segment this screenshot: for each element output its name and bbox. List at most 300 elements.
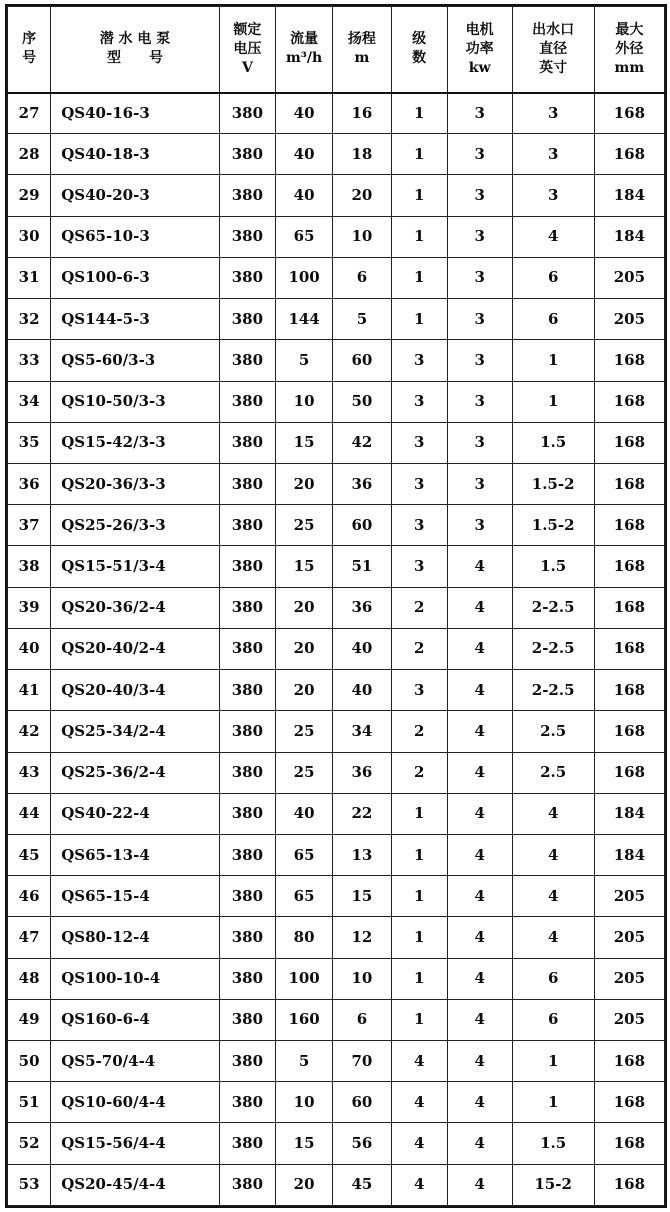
cell-outlet: 2-2.5 <box>512 628 594 669</box>
pump-spec-sheet <box>5 4 667 1208</box>
cell-stages: 2 <box>391 628 447 669</box>
cell-outlet: 4 <box>512 876 594 917</box>
table-row <box>8 505 665 546</box>
header-index <box>8 7 51 93</box>
cell-power: 3 <box>447 381 512 422</box>
header-flow <box>275 7 332 93</box>
header-diameter-line: 外径 <box>615 40 644 57</box>
cell-model: QS100-6-3 <box>51 257 220 298</box>
cell-model: QS5-60/3-3 <box>51 340 220 381</box>
cell-flow: 25 <box>275 752 332 793</box>
header-index-line: 号 <box>22 50 37 67</box>
cell-index: 51 <box>8 1082 51 1123</box>
cell-head: 45 <box>333 1164 391 1205</box>
table-row <box>8 587 665 628</box>
table-row <box>8 1082 665 1123</box>
cell-diameter: 168 <box>594 134 664 175</box>
header-voltage-line: V <box>241 59 253 76</box>
cell-index: 47 <box>8 917 51 958</box>
cell-model: QS160-6-4 <box>51 999 220 1040</box>
cell-index: 34 <box>8 381 51 422</box>
cell-model: QS40-22-4 <box>51 793 220 834</box>
cell-voltage: 380 <box>219 1041 275 1082</box>
cell-diameter: 168 <box>594 340 664 381</box>
cell-power: 4 <box>447 958 512 999</box>
cell-index: 36 <box>8 463 51 504</box>
cell-stages: 3 <box>391 546 447 587</box>
header-flow-line: m³/h <box>285 50 323 67</box>
cell-power: 3 <box>447 134 512 175</box>
cell-stages: 4 <box>391 1041 447 1082</box>
cell-flow: 40 <box>275 793 332 834</box>
header-power-line: 功率 <box>465 40 494 57</box>
table-row <box>8 340 665 381</box>
cell-power: 4 <box>447 793 512 834</box>
cell-voltage: 380 <box>219 670 275 711</box>
cell-model: QS20-40/2-4 <box>51 628 220 669</box>
cell-power: 3 <box>447 299 512 340</box>
cell-flow: 65 <box>275 834 332 875</box>
cell-diameter: 184 <box>594 834 664 875</box>
header-power-line: kw <box>468 59 491 76</box>
cell-stages: 3 <box>391 463 447 504</box>
header-power <box>447 7 512 93</box>
cell-stages: 1 <box>391 175 447 216</box>
header-outlet-line: 直径 <box>539 40 568 57</box>
table-row <box>8 257 665 298</box>
table-row <box>8 834 665 875</box>
table-row <box>8 546 665 587</box>
cell-power: 4 <box>447 587 512 628</box>
cell-outlet: 4 <box>512 793 594 834</box>
cell-head: 13 <box>333 834 391 875</box>
cell-diameter: 205 <box>594 257 664 298</box>
cell-outlet: 2-2.5 <box>512 587 594 628</box>
cell-head: 16 <box>333 93 391 134</box>
cell-flow: 20 <box>275 463 332 504</box>
cell-head: 70 <box>333 1041 391 1082</box>
cell-stages: 1 <box>391 876 447 917</box>
header-voltage-line: 额定 <box>233 21 262 38</box>
table-row <box>8 999 665 1040</box>
header-head-line: 扬程 <box>347 31 376 48</box>
cell-power: 3 <box>447 505 512 546</box>
cell-diameter: 168 <box>594 1123 664 1164</box>
header-outlet <box>512 7 594 93</box>
cell-power: 4 <box>447 628 512 669</box>
header-voltage <box>219 7 275 93</box>
cell-index: 40 <box>8 628 51 669</box>
cell-head: 10 <box>333 958 391 999</box>
header-flow-line: 流量 <box>290 31 319 48</box>
cell-diameter: 168 <box>594 1041 664 1082</box>
cell-diameter: 168 <box>594 463 664 504</box>
cell-diameter: 168 <box>594 1164 664 1205</box>
cell-outlet: 15-2 <box>512 1164 594 1205</box>
cell-index: 33 <box>8 340 51 381</box>
cell-stages: 3 <box>391 422 447 463</box>
cell-voltage: 380 <box>219 876 275 917</box>
cell-index: 35 <box>8 422 51 463</box>
cell-flow: 25 <box>275 505 332 546</box>
header-outlet-line: 出水口 <box>532 21 575 38</box>
table-row <box>8 958 665 999</box>
cell-index: 32 <box>8 299 51 340</box>
table-row <box>8 1164 665 1205</box>
cell-outlet: 6 <box>512 958 594 999</box>
cell-stages: 1 <box>391 958 447 999</box>
cell-power: 4 <box>447 1041 512 1082</box>
cell-index: 27 <box>8 93 51 134</box>
cell-outlet: 2.5 <box>512 752 594 793</box>
table-row <box>8 917 665 958</box>
cell-stages: 2 <box>391 587 447 628</box>
cell-flow: 20 <box>275 670 332 711</box>
cell-power: 4 <box>447 834 512 875</box>
cell-stages: 4 <box>391 1082 447 1123</box>
cell-outlet: 6 <box>512 257 594 298</box>
cell-stages: 2 <box>391 711 447 752</box>
cell-outlet: 4 <box>512 834 594 875</box>
cell-outlet: 1.5 <box>512 422 594 463</box>
cell-outlet: 4 <box>512 917 594 958</box>
cell-diameter: 168 <box>594 711 664 752</box>
cell-diameter: 205 <box>594 999 664 1040</box>
table-row <box>8 422 665 463</box>
cell-model: QS40-20-3 <box>51 175 220 216</box>
cell-index: 50 <box>8 1041 51 1082</box>
cell-voltage: 380 <box>219 1164 275 1205</box>
cell-head: 36 <box>333 752 391 793</box>
cell-diameter: 205 <box>594 876 664 917</box>
cell-voltage: 380 <box>219 216 275 257</box>
header-model <box>51 7 220 93</box>
cell-voltage: 380 <box>219 463 275 504</box>
cell-diameter: 168 <box>594 587 664 628</box>
cell-index: 30 <box>8 216 51 257</box>
cell-head: 50 <box>333 381 391 422</box>
cell-index: 39 <box>8 587 51 628</box>
table-row <box>8 876 665 917</box>
cell-flow: 20 <box>275 628 332 669</box>
cell-outlet: 1 <box>512 1082 594 1123</box>
table-header <box>8 7 665 93</box>
cell-stages: 4 <box>391 1164 447 1205</box>
cell-voltage: 380 <box>219 257 275 298</box>
cell-voltage: 380 <box>219 793 275 834</box>
cell-head: 6 <box>333 257 391 298</box>
header-stages-line: 级 <box>412 31 427 48</box>
cell-outlet: 3 <box>512 134 594 175</box>
cell-index: 31 <box>8 257 51 298</box>
header-diameter <box>594 7 664 93</box>
header-outlet-line: 英寸 <box>539 59 568 76</box>
cell-diameter: 168 <box>594 1082 664 1123</box>
cell-outlet: 1.5 <box>512 546 594 587</box>
cell-flow: 15 <box>275 422 332 463</box>
cell-diameter: 205 <box>594 958 664 999</box>
cell-head: 10 <box>333 216 391 257</box>
cell-power: 3 <box>447 93 512 134</box>
table-row <box>8 216 665 257</box>
cell-flow: 5 <box>275 340 332 381</box>
cell-voltage: 380 <box>219 175 275 216</box>
cell-outlet: 1.5 <box>512 1123 594 1164</box>
cell-outlet: 6 <box>512 999 594 1040</box>
cell-outlet: 2-2.5 <box>512 670 594 711</box>
cell-power: 3 <box>447 422 512 463</box>
cell-voltage: 380 <box>219 917 275 958</box>
cell-model: QS20-40/3-4 <box>51 670 220 711</box>
cell-diameter: 205 <box>594 917 664 958</box>
header-head <box>333 7 391 93</box>
cell-outlet: 1.5-2 <box>512 463 594 504</box>
cell-diameter: 168 <box>594 422 664 463</box>
cell-head: 42 <box>333 422 391 463</box>
cell-outlet: 2.5 <box>512 711 594 752</box>
cell-stages: 1 <box>391 917 447 958</box>
cell-flow: 65 <box>275 216 332 257</box>
cell-flow: 80 <box>275 917 332 958</box>
cell-power: 3 <box>447 257 512 298</box>
cell-stages: 2 <box>391 752 447 793</box>
table-row <box>8 793 665 834</box>
table-body <box>8 93 665 1206</box>
cell-stages: 1 <box>391 257 447 298</box>
cell-diameter: 205 <box>594 299 664 340</box>
cell-model: QS20-36/3-3 <box>51 463 220 504</box>
cell-outlet: 3 <box>512 93 594 134</box>
cell-power: 4 <box>447 670 512 711</box>
cell-model: QS25-26/3-3 <box>51 505 220 546</box>
cell-voltage: 380 <box>219 711 275 752</box>
cell-head: 34 <box>333 711 391 752</box>
table-row <box>8 628 665 669</box>
cell-outlet: 1.5-2 <box>512 505 594 546</box>
cell-voltage: 380 <box>219 93 275 134</box>
cell-head: 20 <box>333 175 391 216</box>
cell-voltage: 380 <box>219 340 275 381</box>
cell-stages: 3 <box>391 505 447 546</box>
cell-head: 36 <box>333 463 391 504</box>
cell-voltage: 380 <box>219 134 275 175</box>
cell-flow: 10 <box>275 1082 332 1123</box>
cell-outlet: 1 <box>512 381 594 422</box>
cell-power: 4 <box>447 917 512 958</box>
cell-model: QS10-50/3-3 <box>51 381 220 422</box>
header-row <box>8 7 665 93</box>
pump-spec-table <box>7 6 665 1206</box>
cell-model: QS65-13-4 <box>51 834 220 875</box>
cell-index: 37 <box>8 505 51 546</box>
table-row <box>8 1123 665 1164</box>
cell-voltage: 380 <box>219 999 275 1040</box>
cell-outlet: 1 <box>512 340 594 381</box>
cell-index: 38 <box>8 546 51 587</box>
cell-outlet: 6 <box>512 299 594 340</box>
cell-stages: 1 <box>391 299 447 340</box>
cell-stages: 1 <box>391 134 447 175</box>
cell-diameter: 168 <box>594 628 664 669</box>
cell-power: 3 <box>447 463 512 504</box>
cell-index: 42 <box>8 711 51 752</box>
cell-flow: 20 <box>275 587 332 628</box>
cell-model: QS15-42/3-3 <box>51 422 220 463</box>
table-row <box>8 93 665 134</box>
cell-flow: 100 <box>275 257 332 298</box>
cell-model: QS15-51/3-4 <box>51 546 220 587</box>
cell-model: QS40-18-3 <box>51 134 220 175</box>
cell-index: 41 <box>8 670 51 711</box>
cell-index: 46 <box>8 876 51 917</box>
table-row <box>8 299 665 340</box>
cell-stages: 3 <box>391 381 447 422</box>
table-row <box>8 1041 665 1082</box>
cell-power: 3 <box>447 216 512 257</box>
table-row <box>8 711 665 752</box>
cell-voltage: 380 <box>219 505 275 546</box>
header-index-line: 序 <box>22 31 37 48</box>
cell-index: 45 <box>8 834 51 875</box>
cell-flow: 10 <box>275 381 332 422</box>
cell-head: 60 <box>333 340 391 381</box>
cell-voltage: 380 <box>219 958 275 999</box>
cell-diameter: 168 <box>594 93 664 134</box>
cell-voltage: 380 <box>219 628 275 669</box>
cell-head: 40 <box>333 670 391 711</box>
table-row <box>8 175 665 216</box>
cell-flow: 160 <box>275 999 332 1040</box>
cell-model: QS20-36/2-4 <box>51 587 220 628</box>
cell-head: 40 <box>333 628 391 669</box>
header-diameter-line: 最大 <box>615 21 644 38</box>
cell-voltage: 380 <box>219 422 275 463</box>
cell-model: QS65-15-4 <box>51 876 220 917</box>
cell-model: QS15-56/4-4 <box>51 1123 220 1164</box>
cell-stages: 1 <box>391 999 447 1040</box>
cell-flow: 15 <box>275 546 332 587</box>
header-stages <box>391 7 447 93</box>
cell-flow: 144 <box>275 299 332 340</box>
cell-model: QS20-45/4-4 <box>51 1164 220 1205</box>
cell-diameter: 168 <box>594 670 664 711</box>
cell-voltage: 380 <box>219 299 275 340</box>
cell-stages: 3 <box>391 340 447 381</box>
cell-index: 44 <box>8 793 51 834</box>
cell-diameter: 168 <box>594 752 664 793</box>
cell-head: 5 <box>333 299 391 340</box>
cell-head: 18 <box>333 134 391 175</box>
cell-outlet: 1 <box>512 1041 594 1082</box>
cell-head: 56 <box>333 1123 391 1164</box>
cell-head: 22 <box>333 793 391 834</box>
header-power-line: 电机 <box>465 21 494 38</box>
table-row <box>8 463 665 504</box>
cell-flow: 40 <box>275 134 332 175</box>
cell-index: 28 <box>8 134 51 175</box>
cell-power: 4 <box>447 999 512 1040</box>
cell-flow: 40 <box>275 175 332 216</box>
cell-stages: 4 <box>391 1123 447 1164</box>
cell-diameter: 184 <box>594 793 664 834</box>
cell-voltage: 380 <box>219 587 275 628</box>
cell-power: 4 <box>447 752 512 793</box>
table-row <box>8 381 665 422</box>
cell-head: 15 <box>333 876 391 917</box>
cell-flow: 5 <box>275 1041 332 1082</box>
cell-head: 36 <box>333 587 391 628</box>
table-row <box>8 134 665 175</box>
cell-model: QS65-10-3 <box>51 216 220 257</box>
cell-diameter: 168 <box>594 381 664 422</box>
header-diameter-line: mm <box>614 59 645 76</box>
cell-model: QS5-70/4-4 <box>51 1041 220 1082</box>
cell-index: 53 <box>8 1164 51 1205</box>
header-head-line: m <box>354 50 370 67</box>
cell-stages: 1 <box>391 93 447 134</box>
cell-flow: 25 <box>275 711 332 752</box>
cell-power: 3 <box>447 340 512 381</box>
header-model-line: 潜 水 电 泵 <box>99 31 171 48</box>
cell-index: 43 <box>8 752 51 793</box>
cell-voltage: 380 <box>219 381 275 422</box>
cell-power: 4 <box>447 876 512 917</box>
cell-voltage: 380 <box>219 1123 275 1164</box>
cell-index: 29 <box>8 175 51 216</box>
cell-diameter: 168 <box>594 546 664 587</box>
cell-voltage: 380 <box>219 1082 275 1123</box>
cell-model: QS144-5-3 <box>51 299 220 340</box>
cell-stages: 3 <box>391 670 447 711</box>
cell-power: 4 <box>447 546 512 587</box>
cell-diameter: 168 <box>594 505 664 546</box>
cell-flow: 15 <box>275 1123 332 1164</box>
cell-model: QS80-12-4 <box>51 917 220 958</box>
cell-model: QS25-36/2-4 <box>51 752 220 793</box>
cell-model: QS100-10-4 <box>51 958 220 999</box>
cell-voltage: 380 <box>219 834 275 875</box>
cell-stages: 1 <box>391 216 447 257</box>
cell-outlet: 4 <box>512 216 594 257</box>
cell-power: 4 <box>447 711 512 752</box>
cell-flow: 40 <box>275 93 332 134</box>
cell-power: 4 <box>447 1123 512 1164</box>
cell-flow: 20 <box>275 1164 332 1205</box>
cell-voltage: 380 <box>219 752 275 793</box>
header-voltage-line: 电压 <box>233 40 262 57</box>
cell-head: 60 <box>333 1082 391 1123</box>
cell-index: 48 <box>8 958 51 999</box>
cell-power: 4 <box>447 1164 512 1205</box>
cell-head: 51 <box>333 546 391 587</box>
cell-model: QS25-34/2-4 <box>51 711 220 752</box>
table-row <box>8 752 665 793</box>
cell-head: 60 <box>333 505 391 546</box>
cell-diameter: 184 <box>594 175 664 216</box>
header-stages-line: 数 <box>412 50 427 67</box>
header-model-line: 型 号 <box>107 50 163 67</box>
cell-diameter: 184 <box>594 216 664 257</box>
cell-head: 6 <box>333 999 391 1040</box>
cell-flow: 65 <box>275 876 332 917</box>
cell-stages: 1 <box>391 834 447 875</box>
cell-voltage: 380 <box>219 546 275 587</box>
cell-power: 3 <box>447 175 512 216</box>
cell-power: 4 <box>447 1082 512 1123</box>
cell-flow: 100 <box>275 958 332 999</box>
cell-outlet: 3 <box>512 175 594 216</box>
cell-model: QS40-16-3 <box>51 93 220 134</box>
